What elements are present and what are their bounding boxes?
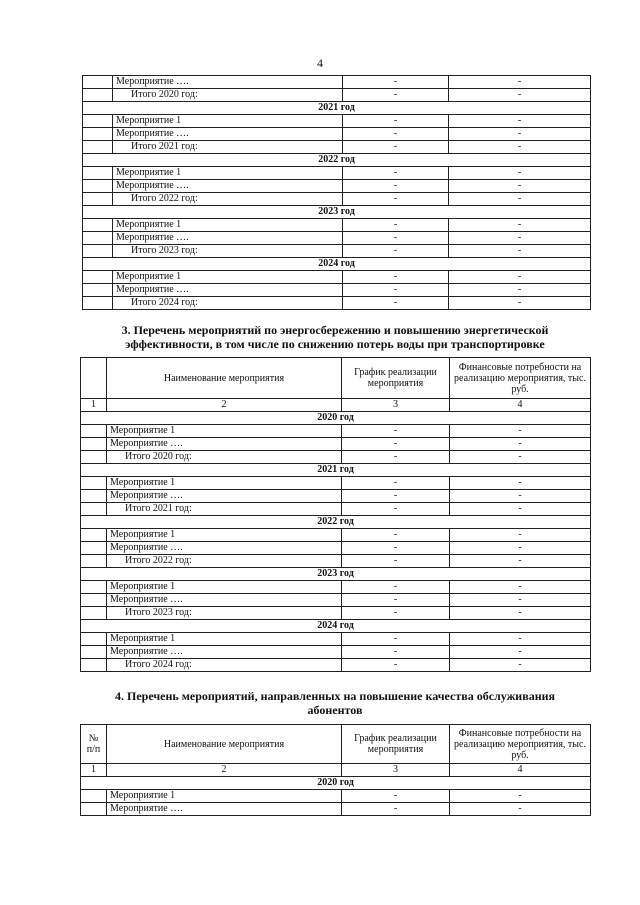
year-label: 2023 год	[81, 568, 591, 581]
number-cell	[81, 594, 107, 607]
section4-heading-line2: абонентов	[307, 703, 363, 717]
total-row	[81, 503, 591, 516]
activity-name: Мероприятие 1	[107, 790, 342, 803]
finance-cell: -	[449, 89, 591, 102]
number-cell	[83, 284, 113, 297]
finance-cell: -	[450, 581, 591, 594]
number-cell	[81, 490, 107, 503]
finance-cell: -	[450, 451, 591, 464]
year-label: 2022 год	[81, 516, 591, 529]
activity-name: Мероприятие 1	[107, 477, 342, 490]
activity-name: Мероприятие ….	[113, 180, 343, 193]
table-row	[83, 115, 591, 128]
number-cell	[81, 633, 107, 646]
activity-name: Мероприятие 1	[113, 219, 343, 232]
activity-name: Мероприятие ….	[107, 594, 342, 607]
table-row	[83, 232, 591, 245]
number-cell	[81, 581, 107, 594]
schedule-cell: -	[342, 646, 450, 659]
activity-name: Мероприятие ….	[113, 76, 343, 89]
finance-cell: -	[449, 271, 591, 284]
finance-cell: -	[450, 594, 591, 607]
activity-name: Мероприятие 1	[107, 529, 342, 542]
schedule-cell: -	[343, 89, 449, 102]
number-cell	[83, 141, 113, 154]
finance-cell: -	[449, 115, 591, 128]
year-row	[81, 777, 591, 790]
table-row	[81, 490, 591, 503]
column-number-3: 3	[342, 399, 450, 412]
year-label: 2024 год	[81, 620, 591, 633]
section3-heading-line2: эффективности, в том числе по снижению потерь воды при транспортировке	[125, 337, 545, 351]
finance-cell: -	[450, 477, 591, 490]
schedule-cell: -	[343, 297, 449, 310]
number-cell	[81, 790, 107, 803]
section3-heading-line1: 3. Перечень мероприятий по энергосбережению и повышению энергетической	[121, 323, 549, 337]
finance-cell: -	[450, 659, 591, 672]
total-label: Итого 2022 год:	[113, 193, 343, 206]
total-label: Итого 2021 год:	[113, 141, 343, 154]
schedule-cell: -	[342, 490, 450, 503]
section3-heading	[80, 323, 590, 351]
year-label: 2023 год	[83, 206, 591, 219]
schedule-cell: -	[342, 594, 450, 607]
number-cell	[81, 659, 107, 672]
table-row	[81, 542, 591, 555]
finance-cell: -	[450, 503, 591, 516]
section2-table	[82, 75, 591, 310]
total-label: Итого 2022 год:	[107, 555, 342, 568]
schedule-cell: -	[342, 529, 450, 542]
total-row	[81, 659, 591, 672]
table-row	[81, 594, 591, 607]
total-row	[83, 141, 591, 154]
schedule-cell: -	[343, 232, 449, 245]
schedule-cell: -	[342, 633, 450, 646]
schedule-cell: -	[343, 141, 449, 154]
table-row	[81, 646, 591, 659]
activity-name: Мероприятие ….	[113, 284, 343, 297]
activity-name: Мероприятие ….	[107, 542, 342, 555]
column-number-2: 2	[107, 764, 342, 777]
total-row	[81, 607, 591, 620]
total-row	[81, 555, 591, 568]
year-label: 2020 год	[81, 412, 591, 425]
schedule-cell: -	[342, 451, 450, 464]
year-label: 2022 год	[83, 154, 591, 167]
finance-cell: -	[449, 297, 591, 310]
finance-cell: -	[450, 555, 591, 568]
number-cell	[83, 180, 113, 193]
year-label: 2020 год	[81, 777, 591, 790]
column-header-schedule: График реализации мероприятия	[342, 358, 450, 399]
section4-heading-line1: 4. Перечень мероприятий, направленных на повышение качества обслуживания	[114, 689, 556, 703]
column-header-schedule: График реализации мероприятия	[342, 725, 450, 764]
schedule-cell: -	[342, 803, 450, 816]
year-row	[83, 206, 591, 219]
number-cell	[81, 803, 107, 816]
activity-name: Мероприятие 1	[113, 167, 343, 180]
section3-header-row	[81, 358, 591, 399]
finance-cell: -	[450, 607, 591, 620]
page-number: 4	[317, 56, 323, 70]
schedule-cell: -	[343, 115, 449, 128]
finance-cell: -	[449, 232, 591, 245]
schedule-cell: -	[343, 76, 449, 89]
total-label: Итого 2023 год:	[113, 245, 343, 258]
table-row	[83, 271, 591, 284]
schedule-cell: -	[343, 271, 449, 284]
schedule-cell: -	[342, 581, 450, 594]
number-cell	[83, 89, 113, 102]
finance-cell: -	[449, 167, 591, 180]
year-row	[83, 258, 591, 271]
total-label: Итого 2020 год:	[107, 451, 342, 464]
finance-cell: -	[449, 141, 591, 154]
number-cell	[81, 503, 107, 516]
total-label: Итого 2024 год:	[107, 659, 342, 672]
column-number-1: 1	[81, 399, 107, 412]
column-header-finance: Финансовые потребности на реализацию мероприятия, тыс. руб.	[450, 725, 591, 764]
table-row	[83, 128, 591, 141]
total-row	[83, 89, 591, 102]
table-row	[83, 219, 591, 232]
schedule-cell: -	[343, 284, 449, 297]
finance-cell: -	[450, 646, 591, 659]
number-cell	[81, 438, 107, 451]
year-row	[81, 464, 591, 477]
year-label: 2024 год	[83, 258, 591, 271]
schedule-cell: -	[342, 438, 450, 451]
section4-column-numbers-row	[81, 764, 591, 777]
finance-cell: -	[449, 193, 591, 206]
column-header-finance: Финансовые потребности на реализацию мероприятия, тыс. руб.	[450, 358, 591, 399]
schedule-cell: -	[343, 128, 449, 141]
schedule-cell: -	[343, 193, 449, 206]
number-cell	[83, 115, 113, 128]
column-header-number	[81, 358, 107, 399]
number-cell	[83, 271, 113, 284]
finance-cell: -	[450, 633, 591, 646]
activity-name: Мероприятие ….	[107, 438, 342, 451]
column-number-4: 4	[450, 399, 591, 412]
finance-cell: -	[450, 790, 591, 803]
column-header-name: Наименование мероприятия	[107, 358, 342, 399]
finance-cell: -	[450, 542, 591, 555]
finance-cell: -	[450, 803, 591, 816]
total-label: Итого 2021 год:	[107, 503, 342, 516]
finance-cell: -	[450, 529, 591, 542]
table-row	[83, 167, 591, 180]
schedule-cell: -	[343, 219, 449, 232]
number-cell	[81, 477, 107, 490]
number-cell	[81, 646, 107, 659]
number-cell	[81, 555, 107, 568]
table-row	[81, 438, 591, 451]
year-label: 2021 год	[81, 464, 591, 477]
number-cell	[83, 193, 113, 206]
total-row	[81, 451, 591, 464]
activity-name: Мероприятие ….	[107, 490, 342, 503]
section4-header-row	[81, 725, 591, 764]
table-row	[83, 76, 591, 89]
schedule-cell: -	[343, 167, 449, 180]
column-header-number: № п/п	[81, 725, 107, 764]
schedule-cell: -	[342, 477, 450, 490]
table-row	[83, 180, 591, 193]
schedule-cell: -	[342, 790, 450, 803]
column-number-2: 2	[107, 399, 342, 412]
table-row	[81, 633, 591, 646]
year-row	[81, 516, 591, 529]
activity-name: Мероприятие 1	[113, 271, 343, 284]
number-cell	[81, 542, 107, 555]
year-row	[81, 568, 591, 581]
schedule-cell: -	[342, 503, 450, 516]
schedule-cell: -	[342, 659, 450, 672]
total-row	[83, 297, 591, 310]
activity-name: Мероприятие 1	[107, 425, 342, 438]
finance-cell: -	[449, 219, 591, 232]
year-row	[81, 412, 591, 425]
finance-cell: -	[449, 76, 591, 89]
section3-column-numbers-row	[81, 399, 591, 412]
activity-name: Мероприятие 1	[107, 581, 342, 594]
total-row	[83, 245, 591, 258]
activity-name: Мероприятие ….	[107, 646, 342, 659]
section4-heading	[80, 689, 590, 717]
schedule-cell: -	[343, 245, 449, 258]
finance-cell: -	[450, 490, 591, 503]
finance-cell: -	[449, 284, 591, 297]
number-cell	[83, 297, 113, 310]
total-label: Итого 2020 год:	[113, 89, 343, 102]
table-row	[81, 477, 591, 490]
activity-name: Мероприятие ….	[107, 803, 342, 816]
year-row	[83, 102, 591, 115]
schedule-cell: -	[342, 425, 450, 438]
schedule-cell: -	[342, 542, 450, 555]
finance-cell: -	[449, 245, 591, 258]
table-row	[83, 284, 591, 297]
table-row	[81, 790, 591, 803]
schedule-cell: -	[342, 555, 450, 568]
schedule-cell: -	[342, 607, 450, 620]
year-label: 2021 год	[83, 102, 591, 115]
table-row	[81, 529, 591, 542]
column-header-name: Наименование мероприятия	[107, 725, 342, 764]
finance-cell: -	[450, 438, 591, 451]
number-cell	[83, 128, 113, 141]
number-cell	[83, 232, 113, 245]
total-row	[83, 193, 591, 206]
total-label: Итого 2024 год:	[113, 297, 343, 310]
section2-table-body	[83, 76, 591, 310]
column-number-1: 1	[81, 764, 107, 777]
section3-table	[80, 357, 591, 672]
year-row	[81, 620, 591, 633]
number-cell	[81, 425, 107, 438]
activity-name: Мероприятие 1	[107, 633, 342, 646]
number-cell	[81, 451, 107, 464]
number-cell	[81, 607, 107, 620]
table-row	[81, 425, 591, 438]
table-row	[81, 803, 591, 816]
column-number-4: 4	[450, 764, 591, 777]
number-cell	[83, 219, 113, 232]
activity-name: Мероприятие ….	[113, 128, 343, 141]
section4-table	[80, 724, 591, 816]
total-label: Итого 2023 год:	[107, 607, 342, 620]
activity-name: Мероприятие 1	[113, 115, 343, 128]
schedule-cell: -	[343, 180, 449, 193]
column-number-3: 3	[342, 764, 450, 777]
number-cell	[83, 167, 113, 180]
number-cell	[83, 245, 113, 258]
finance-cell: -	[449, 128, 591, 141]
finance-cell: -	[449, 180, 591, 193]
year-row	[83, 154, 591, 167]
number-cell	[83, 76, 113, 89]
section4-table-body	[81, 777, 591, 816]
section3-table-body	[81, 412, 591, 672]
activity-name: Мероприятие ….	[113, 232, 343, 245]
finance-cell: -	[450, 425, 591, 438]
table-row	[81, 581, 591, 594]
number-cell	[81, 529, 107, 542]
